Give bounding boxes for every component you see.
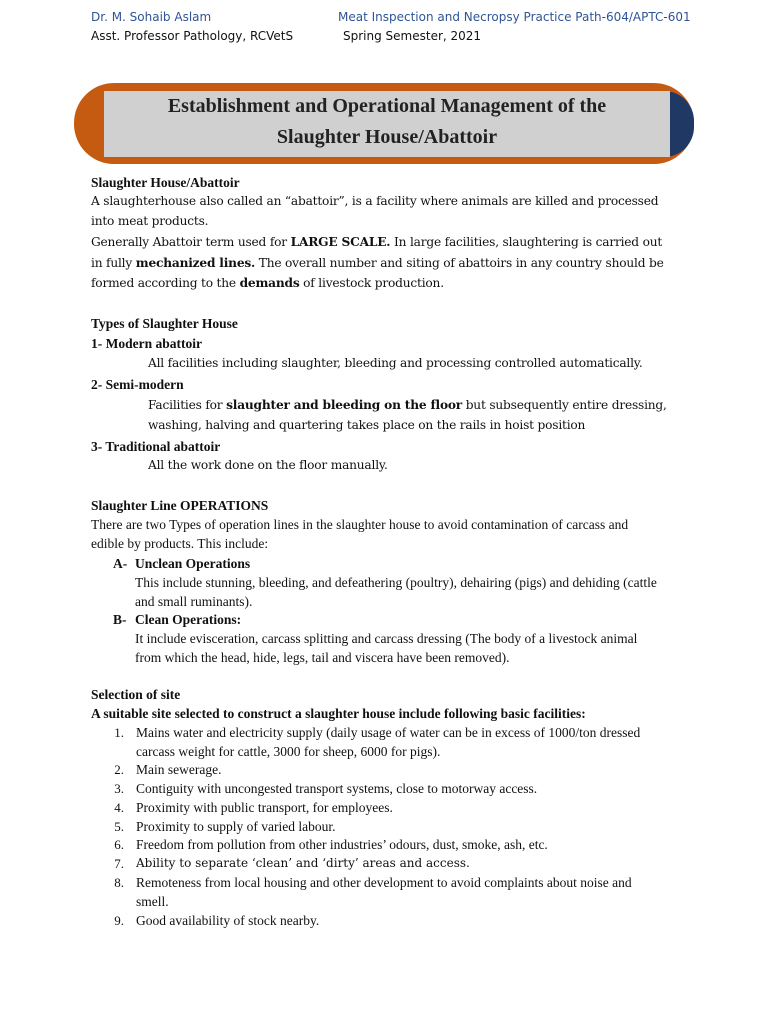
- title-banner: [74, 83, 694, 164]
- list-item: Freedom from pollution from other industries’ odours, dust, smoke, ash, etc.: [136, 837, 548, 852]
- type-traditional: 3- Traditional abattoir: [91, 439, 221, 454]
- type-modern: 1- Modern abattoir: [91, 336, 202, 351]
- clean-operations-desc: It include evisceration, carcass splitting and carcass dressing (The body of a livestock animal: [135, 631, 638, 646]
- list-number: 4.: [114, 800, 124, 815]
- list-item: Ability to separate ‘clean’ and ‘dirty’ areas and access.: [136, 856, 470, 870]
- list-number: 8.: [114, 875, 124, 890]
- operations-intro: There are two Types of operation lines in the slaughter house to avoid contamination of carcass and: [91, 517, 629, 532]
- list-number: 7.: [114, 856, 124, 871]
- semester: Spring Semester, 2021: [343, 29, 482, 43]
- emphasis-large-scale: LARGE SCALE.: [290, 235, 391, 249]
- type-traditional-desc: All the work done on the floor manually.: [148, 458, 388, 472]
- list-number: 3.: [114, 781, 124, 796]
- type-semi-modern-desc: washing, halving and quartering takes place on the rails in hoist position: [148, 418, 586, 432]
- list-number: 2.: [114, 762, 124, 777]
- author-name: Dr. M. Sohaib Aslam: [91, 10, 212, 24]
- course-title: Meat Inspection and Necropsy Practice Path-604/APTC-601: [338, 10, 691, 24]
- intro-paragraph-line: into meat products.: [91, 214, 209, 228]
- author-role: Asst. Professor Pathology, RCVetS: [91, 29, 294, 43]
- list-label-b: B-: [113, 612, 127, 627]
- unclean-operations-desc: and small ruminants).: [135, 594, 253, 609]
- unclean-operations-desc: This include stunning, bleeding, and defeathering (poultry), dehairing (pigs) and dehiding (cattle: [135, 575, 657, 590]
- document-title: [104, 91, 670, 153]
- list-item: Proximity to supply of varied labour.: [136, 819, 336, 834]
- intro-paragraph-line: formed according to the demands of livestock production.: [91, 276, 444, 290]
- emphasis-demands: demands: [239, 276, 300, 290]
- section-heading-abattoir: Slaughter House/Abattoir: [91, 175, 240, 190]
- section-heading-types: Types of Slaughter House: [91, 316, 238, 331]
- list-item: Proximity with public transport, for employees.: [136, 800, 393, 815]
- emphasis-mechanized: mechanized lines.: [135, 256, 256, 270]
- list-item: Contiguity with uncongested transport systems, close to motorway access.: [136, 781, 538, 796]
- type-modern-desc: All facilities including slaughter, bleeding and processing controlled automatically.: [148, 356, 643, 370]
- list-number: 5.: [114, 819, 124, 834]
- list-item: Main sewerage.: [136, 762, 222, 777]
- operations-intro: edible by products. This include:: [91, 536, 269, 551]
- list-number: 6.: [114, 837, 124, 852]
- section-heading-operations: Slaughter Line OPERATIONS: [91, 498, 269, 513]
- site-subheading: A suitable site selected to construct a slaughter house include following basic facilities:: [91, 706, 586, 721]
- intro-paragraph-line: in fully mechanized lines. The overall number and siting of abattoirs in any country should be: [91, 256, 664, 270]
- intro-paragraph-line: Generally Abattoir term used for LARGE SCALE. In large facilities, slaughtering is carried out: [91, 235, 663, 249]
- list-item: Mains water and electricity supply (daily usage of water can be in excess of 1000/ton dressed: [136, 725, 641, 740]
- title-line-2: Slaughter House/Abattoir: [276, 126, 498, 148]
- emphasis-floor: slaughter and bleeding on the floor: [226, 398, 463, 412]
- list-item-continuation: smell.: [136, 894, 169, 909]
- list-number: 9.: [114, 913, 124, 928]
- type-semi-modern-desc: Facilities for slaughter and bleeding on the floor but subsequently entire dressing,: [148, 398, 667, 412]
- unclean-operations-title: Unclean Operations: [135, 556, 251, 571]
- list-item: Good availability of stock nearby.: [136, 913, 320, 928]
- list-item-continuation: carcass weight for cattle, 3000 for sheep, 6000 for pigs).: [136, 744, 441, 759]
- list-number: 1.: [114, 725, 124, 740]
- intro-paragraph-line: A slaughterhouse also called an “abattoir”, is a facility where animals are killed and processed: [91, 194, 659, 208]
- type-semi-modern: 2- Semi-modern: [91, 377, 184, 392]
- clean-operations-title: Clean Operations:: [135, 612, 242, 627]
- list-item: Remoteness from local housing and other development to avoid complaints about noise and: [136, 875, 632, 890]
- clean-operations-desc: from which the head, hide, legs, tail and viscera have been removed).: [135, 650, 510, 665]
- section-heading-site: Selection of site: [91, 687, 181, 702]
- list-label-a: A-: [113, 556, 128, 571]
- title-line-1: Establishment and Operational Management of the: [167, 95, 607, 117]
